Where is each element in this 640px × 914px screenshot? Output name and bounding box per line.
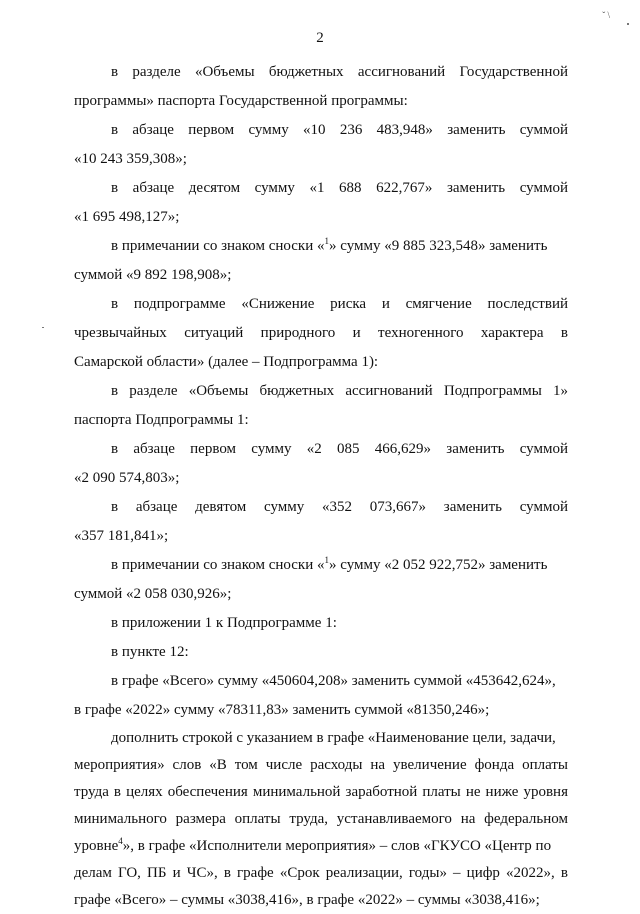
text-line: «1 695 498,127»; [74, 209, 180, 225]
text-line: в графе «2022» сумму «78311,83» заменить суммой «81350,246»; [74, 702, 490, 718]
text-line: труда в целях обеспечения минимальной заработной платы не ниже уровня [74, 784, 568, 800]
text-line: минимального размера оплаты труда, устанавливаемого на федеральном [74, 811, 568, 827]
text-line [74, 833, 568, 860]
text-line: программы» паспорта Государственной программы: [74, 93, 408, 109]
text-line: делам ГО, ПБ и ЧС», в графе «Срок реализации, годы» – цифр «2022», в [74, 865, 568, 881]
footnote-mark: 4 [118, 836, 123, 846]
scan-speck [42, 327, 44, 328]
text-line [74, 232, 568, 261]
text-line: в абзаце десятом сумму «1 688 622,767» заменить суммой [111, 180, 568, 196]
text-line [74, 551, 568, 580]
text-line: в приложении 1 к Подпрограмме 1: [111, 615, 337, 631]
text-line: в абзаце первом сумму «2 085 466,629» заменить суммой [111, 441, 568, 457]
footnote-mark: 1 [324, 236, 329, 246]
text-segment: в примечании со знаком сноски « [111, 238, 325, 254]
text-segment: » сумму «9 885 323,548» заменить [328, 238, 548, 254]
text-line: Самарской области» (далее – Подпрограмма 1): [74, 354, 379, 370]
text-line: в абзаце девятом сумму «352 073,667» заменить суммой [111, 499, 568, 515]
text-line: в графе «Всего» сумму «450604,208» заменить суммой «453642,624», [111, 673, 556, 689]
footnote-mark: 1 [324, 555, 329, 565]
text-line: в разделе «Объемы бюджетных ассигнований Подпрограммы 1» [111, 383, 568, 399]
text-line: графе «Всего» – суммы «3038,416», в графе «2022» – суммы «3038,416»; [74, 892, 540, 908]
page-number: 2 [316, 30, 324, 46]
text-segment: » сумму «2 052 922,752» заменить [328, 557, 548, 573]
text-line: чрезвычайных ситуаций природного и техногенного характера в [74, 325, 568, 341]
text-segment: в примечании со знаком сноски « [111, 557, 325, 573]
scan-speck [627, 23, 629, 25]
text-line: «357 181,841»; [74, 528, 169, 544]
text-segment: », в графе «Исполнители мероприятия» – слов «ГКУСО «Центр по [122, 838, 552, 854]
text-line: паспорта Подпрограммы 1: [74, 412, 249, 428]
text-line: в подпрограмме «Снижение риска и смягчение последствий [111, 296, 568, 312]
text-line: «2 090 574,803»; [74, 470, 180, 486]
text-line: в разделе «Объемы бюджетных ассигнований Государственной [111, 64, 568, 80]
text-line: «10 243 359,308»; [74, 151, 187, 167]
text-line: суммой «2 058 030,926»; [74, 586, 232, 602]
text-line: в пункте 12: [111, 644, 189, 660]
document-body [74, 58, 568, 914]
text-line: в абзаце первом сумму «10 236 483,948» заменить суммой [111, 122, 568, 138]
scan-mark: ˇ \ [602, 10, 610, 20]
text-line: мероприятия» слов «В том числе расходы на увеличение фонда оплаты [74, 757, 568, 773]
text-line: дополнить строкой с указанием в графе «Наименование цели, задачи, [111, 730, 556, 746]
text-line: суммой «9 892 198,908»; [74, 267, 232, 283]
text-segment: уровне [74, 838, 119, 854]
